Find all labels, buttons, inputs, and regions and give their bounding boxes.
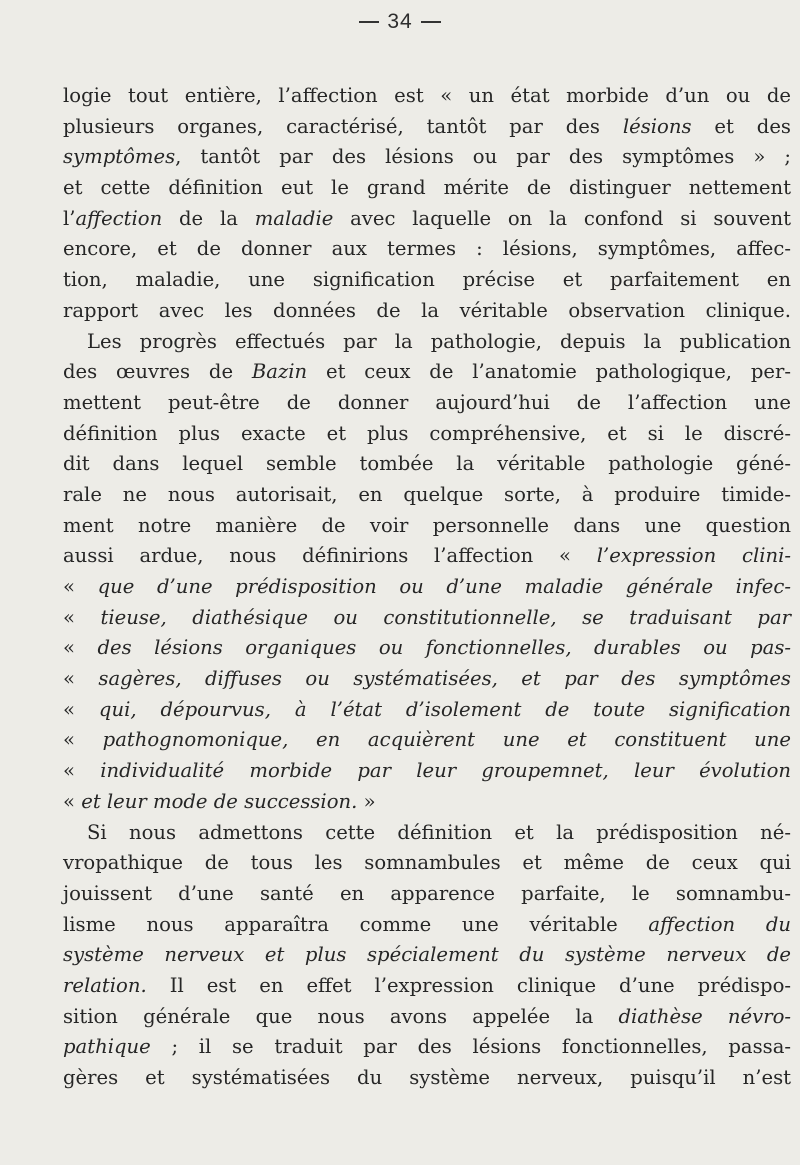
text-run: Les progrès effectués par la pathologie, depuis la publication	[87, 329, 791, 353]
text-line	[63, 910, 791, 941]
italic-run: sagères, diffuses ou systématisées, et par des symptômes	[98, 667, 791, 691]
text-line	[63, 173, 791, 204]
text-run: définition plus exacte et plus compréhensive, et si le discré-	[63, 421, 791, 445]
italic-run: Bazin	[251, 360, 308, 384]
text-run: «	[63, 667, 99, 691]
text-line	[63, 633, 791, 664]
text-run: Il est en effet l’expression clinique d’une prédispo-	[146, 973, 791, 997]
text-line	[63, 357, 791, 388]
text-line	[63, 971, 791, 1002]
text-run: logie tout entière, l’affection est « un état morbide d’un ou de	[63, 84, 791, 107]
text-line	[63, 142, 791, 173]
text-run: ; il se traduit par des lésions fonctionnelles, passa-	[150, 1035, 791, 1059]
text-run: et des	[691, 114, 791, 138]
italic-run: affection	[75, 206, 163, 230]
italic-run: pathique	[63, 1035, 151, 1059]
page-header	[0, 10, 800, 34]
text-line	[63, 879, 791, 910]
text-line	[63, 296, 791, 327]
text-run: »	[357, 789, 376, 813]
text-line	[63, 511, 791, 542]
italic-run: lésions	[622, 114, 692, 138]
italic-run: maladie	[254, 206, 334, 230]
text-line	[63, 449, 791, 480]
italic-run: tieuse, diathésique ou constitutionnelle, se traduisant par	[100, 605, 791, 629]
italic-run: relation.	[63, 973, 147, 997]
text-run: rale ne nous autorisait, en quelque sorte, à produire timide-	[63, 482, 791, 506]
text-line	[63, 388, 791, 419]
text-run: Si nous admettons cette définition et la prédisposition né-	[87, 820, 791, 844]
text-run: et ceux de l’anatomie pathologique, per-	[307, 360, 791, 384]
text-run: plusieurs organes, caractérisé, tantôt par des	[63, 114, 623, 138]
text-line	[63, 1002, 791, 1033]
text-run: aussi ardue, nous définirions l’affection «	[63, 544, 597, 568]
italic-run: individualité morbide par leur groupemnet, leur évolution	[100, 759, 791, 783]
text-line	[63, 327, 791, 358]
italic-run: qui, dépourvus, à l’état d’isolement de toute signification	[98, 697, 791, 721]
text-line	[63, 848, 791, 879]
text-run: vropathique de tous les somnambules et même de ceux qui	[63, 851, 791, 875]
text-run: de la	[162, 206, 255, 230]
text-run: rapport avec les données de la véritable observation clinique.	[63, 298, 791, 322]
text-line	[63, 419, 791, 450]
text-run: dit dans lequel semble tombée la véritable pathologie géné-	[63, 452, 791, 476]
text-line	[63, 1032, 791, 1063]
text-run: sition générale que nous avons appelée la	[63, 1004, 619, 1028]
text-run: «	[63, 575, 98, 598]
text-line	[63, 265, 791, 296]
text-run: encore, et de donner aux termes : lésions, symptômes, affec-	[63, 237, 791, 261]
header-dash-left	[359, 21, 379, 23]
italic-run: et leur mode de succession.	[81, 789, 358, 813]
italic-run: l’expression clini-	[596, 544, 791, 568]
text-run: mettent peut-être de donner aujourd’hui de l’affection une	[63, 390, 791, 414]
text-line	[63, 204, 791, 235]
text-run: ment notre manière de voir personnelle dans une question	[63, 513, 791, 537]
text-line	[63, 664, 791, 695]
text-run: jouissent d’une santé en apparence parfaite, le somnambu-	[63, 881, 791, 905]
italic-run: affection du	[648, 912, 791, 936]
italic-run: pathognomonique, en acquièrent une et constituent une	[102, 728, 791, 752]
text-line	[63, 818, 791, 849]
page-number: 34	[387, 10, 413, 33]
text-run: l’	[63, 206, 76, 230]
text-line	[63, 234, 791, 265]
italic-run: diathèse névro-	[618, 1004, 791, 1028]
text-run: gères et systématisées du système nerveux, puisqu’il n’est	[63, 1066, 791, 1089]
text-line	[63, 603, 791, 634]
text-run: avec laquelle on la confond si souvent	[333, 206, 791, 230]
text-run: «	[63, 636, 98, 660]
text-run: «	[63, 728, 103, 752]
text-run: tion, maladie, une signification précise et parfaitement en	[63, 268, 791, 292]
text-run: des œuvres de	[63, 360, 252, 384]
text-line	[63, 81, 791, 112]
text-line	[63, 695, 791, 726]
body-text	[63, 81, 791, 1094]
text-run: «	[63, 697, 99, 721]
text-line	[63, 756, 791, 787]
italic-run: système nerveux et plus spécialement du système nerveux de	[63, 943, 791, 967]
text-line	[63, 572, 791, 603]
text-run: lisme nous apparaîtra comme une véritable	[63, 912, 649, 936]
italic-run: des lésions organiques ou fonctionnelles, durables ou pas-	[97, 636, 791, 660]
text-run: «	[63, 759, 101, 783]
italic-run: symptômes	[63, 145, 176, 169]
text-run: «	[63, 605, 101, 629]
text-run: «	[63, 789, 82, 813]
text-run: et cette définition eut le grand mérite de distinguer nettement	[63, 176, 791, 200]
italic-run: que d’une prédisposition ou d’une maladie générale infec-	[97, 575, 791, 598]
text-line	[63, 787, 791, 818]
text-line	[63, 940, 791, 971]
text-line	[63, 541, 791, 572]
text-line	[63, 1063, 791, 1094]
header-dash-right	[421, 21, 441, 23]
text-run: , tantôt par des lésions ou par des symptômes » ;	[175, 145, 791, 169]
text-line	[63, 725, 791, 756]
text-line	[63, 480, 791, 511]
text-line	[63, 112, 791, 143]
